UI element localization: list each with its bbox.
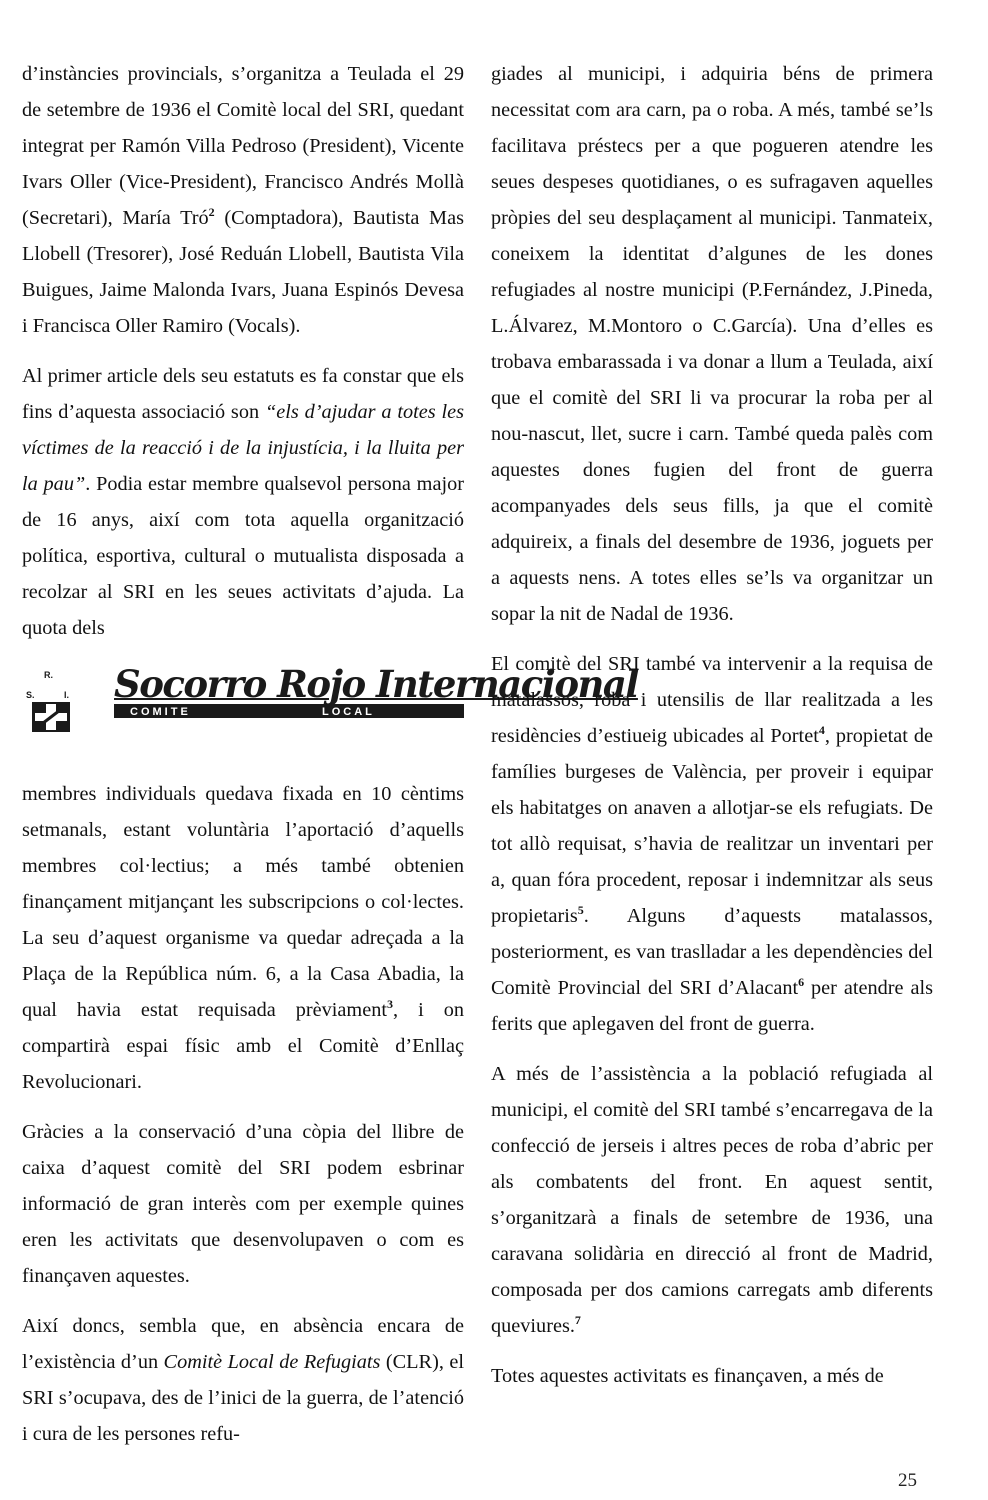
- right-paragraph-2: El comitè del SRI també va intervenir a la requisa de matalassos, roba i utensilis de llar realitzada a les residències d’estiueig ubicades al Portet$^4$, propietat de famílies burgeses de València, per proveir i equipar els habitatges on anaven a allotjar-se els refugiats. De tot allò requisat, s’havia de realitzar un inventari per a, quan fóra procedent, reposar i indemnitzar als seus propietaris$^5$. Alguns d’aquests matalassos, posteriorment, es van traslladar a les dependències del Comitè Provincial del SRI d’Alacant$^6$ per atendre als ferits que aplegaven del front de guerra.: [491, 653, 934, 1035]
- footnote-ref-6[interactable]: 6: [798, 975, 805, 990]
- left-paragraph-3: membres individuals quedava fixada en 10 cèntims setmanals, estant voluntària l’aportació d’aquells membres col·lectius; a més també obtenien finançament mitjançant les subscripcions o col·lectes. La seu d’aquest organisme va quedar adreçada a la Plaça de la República núm. 6, a la Casa Abadia, la qual havia estat requisada prèviament$^3$, i on compartirà espai físic amb el Comitè d’Enllaç Revolucionari.: [22, 783, 464, 1093]
- right-paragraph-4: Totes aquestes activitats es finançaven, a més de: [491, 1365, 884, 1387]
- statute-quote: “els d’ajudar a totes les víctimes de la reacció i de la injustícia, i la lluita per la pau”: [22, 401, 464, 495]
- footnote-ref-3[interactable]: 3: [386, 997, 393, 1012]
- banner-subtitle-right: LOCAL: [322, 706, 375, 718]
- committee-name: Comitè Local de Refugiats: [163, 1351, 381, 1373]
- svg-text:I.: I.: [64, 690, 70, 700]
- right-column: [491, 56, 933, 1408]
- footnote-ref-4[interactable]: 4: [818, 723, 825, 738]
- left-paragraph-4: Gràcies a la conservació d’una còpia del llibre de caixa d’aquest comitè del SRI podem esbrinar informació de gran interès com per exemple quines eren les activitats que desenvolupaven o com es finançaven aquestes.: [22, 1121, 464, 1287]
- sri-banner-image: [22, 660, 638, 750]
- left-column: [22, 56, 638, 1466]
- left-paragraph-5: Així doncs, sembla que, en absència encara de l’existència d’un Comitè Local de Refugiats (CLR), el SRI s’ocupava, des de l’inici de la guerra, de l’atenció i cura de les persones refu-: [22, 1315, 464, 1445]
- footnote-ref-5[interactable]: 5: [577, 903, 584, 918]
- svg-text:R.: R.: [44, 670, 53, 680]
- sri-emblem-icon: [24, 668, 78, 734]
- footnote-ref-7[interactable]: 7: [574, 1313, 581, 1328]
- page-number: 25: [898, 1470, 917, 1491]
- banner-subtitle-left: COMITE: [130, 706, 191, 718]
- right-paragraph-1: giades al municipi, i adquiria béns de primera necessitat com ara carn, pa o roba. A més, també se’ls facilitava préstecs per a que pogueren atendre les seues despeses quotidianes, o es sufragaven aquelles pròpies del seu desplaçament al municipi. Tanmateix, coneixem la identitat d’algunes de les dones refugiades al nostre municipi (P.Fernández, J.Pineda, L.Álvarez, M.Montoro o C.García). Una d’elles es trobava embarassada i va donar a llum a Teulada, així que el comitè del SRI li va procurar la roba per al nou-nascut, llet, sucre i carn. També queda palès com aquestes dones fugien del front de guerra acompanyades dels seus fills, ja que el comitè adquireix, a finals del desembre de 1936, joguets per a aquests nens. A totes elles se’ls va organitzar un sopar la nit de Nadal de 1936.: [491, 63, 933, 625]
- right-paragraph-3: A més de l’assistència a la població refugiada al municipi, el comitè del SRI també s’encarregava de la confecció de jerseis i altres peces de roba d’abric per als combatents del front. En aquest sentit, s’organitzarà a finals de setembre de 1936, una caravana solidària en direcció al front de Madrid, composada per dos camions carregats amb diferents queviures.$^7$: [491, 1063, 933, 1337]
- left-paragraph-2: Al primer article dels seu estatuts es fa constar que els fins d’aquesta associació son “els d’ajudar a totes les víctimes de la reacció i de la injustícia, i la lluita per la pau”. Podia estar membre qualsevol persona major de 16 anys, així com tota aquella organització política, esportiva, cultural o mutualista disposada a recolzar al SRI en les seues activitats d’ajuda. La quota dels: [22, 365, 464, 639]
- banner-title: Socorro Rojo Internacional: [114, 662, 638, 706]
- footnote-ref-2[interactable]: 2: [208, 205, 215, 220]
- left-paragraph-1: d’instàncies provincials, s’organitza a Teulada el 29 de setembre de 1936 el Comitè local del SRI, quedant integrat per Ramón Villa Pedroso (President), Vicente Ivars Oller (Vice-President), Francisco Andrés Mollà (Secretari), María Tró$^2$ (Comptadora), Bautista Mas Llobell (Tresorer), José Reduán Llobell, Bautista Vila Buigues, Jaime Malonda Ivars, Juana Espinós Devesa i Francisca Oller Ramiro (Vocals).: [22, 63, 464, 337]
- svg-text:S.: S.: [26, 690, 35, 700]
